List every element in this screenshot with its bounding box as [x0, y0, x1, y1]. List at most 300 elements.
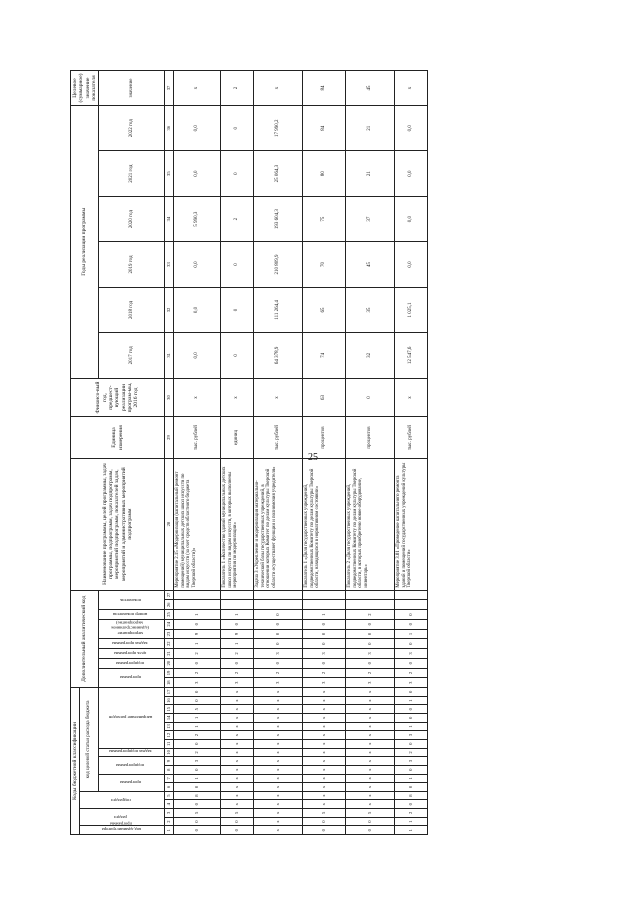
code-digit: х: [346, 705, 395, 714]
code-digit: 0: [346, 629, 395, 639]
rotated-page: [70, 70, 565, 835]
code-digit: х: [254, 817, 303, 826]
code-digit: х: [221, 722, 254, 731]
row-fin-year: х: [174, 378, 221, 417]
row-year-value: 21: [346, 151, 395, 196]
code-digit: 0: [174, 619, 221, 629]
code-digit: [174, 590, 221, 600]
code-digit: 3: [254, 678, 303, 688]
column-index: 4: [165, 800, 174, 809]
column-index: 31: [165, 333, 174, 378]
code-digit: 3: [395, 678, 428, 688]
code-digit: х: [346, 731, 395, 740]
code-digit: х: [303, 714, 346, 723]
code-digit: 3: [395, 757, 428, 766]
code-digit: х: [254, 696, 303, 705]
code-digit: 0: [174, 696, 221, 705]
code-digit: 5: [303, 809, 346, 818]
years-column-header: Годы реализации программы: [71, 105, 99, 378]
analytic-code-header: Дополнительный аналитический код: [71, 590, 99, 687]
column-index: 16: [165, 696, 174, 705]
an-activity-header: мероприятие (административное мероприятие): [99, 619, 165, 638]
code-digit: х: [303, 688, 346, 697]
code-digit: 0: [221, 817, 254, 826]
row-year-value: 80: [303, 151, 346, 196]
row-target: 84: [303, 71, 346, 106]
code-digit: 0: [174, 817, 221, 826]
column-index: 35: [165, 151, 174, 196]
code-digit: 0: [395, 705, 428, 714]
code-digit: 1: [395, 696, 428, 705]
code-digit: 0: [395, 639, 428, 649]
column-index: 33: [165, 242, 174, 287]
code-digit: х: [303, 696, 346, 705]
row-name: Задача 3 «Укрепление и модернизация материально-технической базы государственных учреждений, в отношении которых Комитет по делам культуры Тверской области осуществляет функции и полномочия учредителя»: [254, 458, 303, 590]
code-digit: 3: [221, 678, 254, 688]
code-digit: 3: [346, 678, 395, 688]
year-2022-header: 2022 год: [99, 105, 165, 150]
code-digit: 1: [395, 629, 428, 639]
row-name: Показатель 1 «Доля государственных учреждений, подведомственных Комитету по делам культуры Тверской области, находящихся в нормативном состоянии»: [303, 458, 346, 590]
code-digit: [346, 590, 395, 600]
column-index: 26: [165, 600, 174, 610]
row-year-value: 5 990,3: [174, 196, 221, 241]
code-digit: 8: [395, 791, 428, 800]
column-index: 37: [165, 71, 174, 106]
code-digit: 3: [346, 649, 395, 659]
an-program-header: программа: [99, 668, 165, 687]
year-2018-header: 2018 год: [99, 287, 165, 332]
code-digit: 0: [254, 610, 303, 620]
row-year-value: 21: [346, 105, 395, 150]
code-digit: х: [346, 783, 395, 792]
code-digit: х: [346, 696, 395, 705]
code-digit: 0: [254, 658, 303, 668]
code-digit: 0: [395, 714, 428, 723]
code-digit: 0: [174, 739, 221, 748]
row-target: 45: [346, 71, 395, 106]
code-digit: х: [346, 800, 395, 809]
row-year-value: 37: [346, 196, 395, 241]
code-digit: х: [303, 722, 346, 731]
code-digit: х: [346, 757, 395, 766]
column-index: 8: [165, 765, 174, 774]
code-digit: 1: [174, 714, 221, 723]
code-digit: х: [303, 783, 346, 792]
podrazdel-header: подраздел: [80, 791, 165, 808]
row-year-value: 84: [303, 105, 346, 150]
code-digit: х: [303, 748, 346, 757]
razdel-header: раздел: [80, 809, 165, 826]
column-index: 36: [165, 105, 174, 150]
code-digit: [395, 590, 428, 600]
code-digit: х: [346, 774, 395, 783]
an-number-header: номер показателя: [99, 610, 165, 620]
code-digit: х: [221, 783, 254, 792]
code-digit: [174, 600, 221, 610]
code-digit: х: [254, 748, 303, 757]
code-digit: [221, 590, 254, 600]
row-fin-year: х: [395, 378, 428, 417]
row-year-value: 17 990,2: [254, 105, 303, 150]
row-year-value: 111 264,4: [254, 287, 303, 332]
row-year-value: 0,0: [174, 287, 221, 332]
code-digit: х: [303, 757, 346, 766]
code-digit: 1: [395, 774, 428, 783]
code-digit: [254, 590, 303, 600]
table-body: [174, 71, 428, 835]
row-year-value: 12 547,6: [395, 333, 428, 378]
code-digit: х: [254, 826, 303, 835]
row-year-value: 0: [221, 333, 254, 378]
code-digit: 0: [395, 739, 428, 748]
code-digit: х: [254, 722, 303, 731]
code-digit: 0: [174, 765, 221, 774]
row-target: х: [254, 71, 303, 106]
code-digit: 2: [221, 668, 254, 678]
code-digit: х: [254, 765, 303, 774]
code-digit: 5: [221, 809, 254, 818]
year-2017-header: 2017 год: [99, 333, 165, 378]
column-index: 1: [165, 826, 174, 835]
code-digit: 3: [395, 731, 428, 740]
an-goal-header: цель программы: [99, 649, 165, 659]
code-digit: 0: [303, 658, 346, 668]
column-index: 15: [165, 705, 174, 714]
column-index: 19: [165, 668, 174, 678]
code-digit: х: [221, 705, 254, 714]
row-unit: единиц: [221, 417, 254, 458]
code-digit: 2: [395, 668, 428, 678]
row-target: 2: [221, 71, 254, 106]
column-index: 23: [165, 629, 174, 639]
code-digit: [254, 600, 303, 610]
year-2019-header: 2019 год: [99, 242, 165, 287]
code-digit: х: [221, 739, 254, 748]
admin-code-header: код администратора программы: [80, 826, 165, 835]
code-digit: х: [221, 791, 254, 800]
row-unit: процентов: [346, 417, 395, 458]
row-year-value: 0: [221, 242, 254, 287]
code-digit: 0: [174, 688, 221, 697]
column-index: 28: [165, 458, 174, 590]
code-digit: 9: [174, 629, 221, 639]
row-unit: тыс. рублей: [254, 417, 303, 458]
code-digit: [346, 600, 395, 610]
column-index: 18: [165, 678, 174, 688]
code-digit: 2: [174, 668, 221, 678]
row-year-value: 0,0: [395, 151, 428, 196]
code-digit: х: [346, 739, 395, 748]
code-digit: 1: [174, 639, 221, 649]
code-digit: 0: [303, 639, 346, 649]
code-digit: 0: [395, 783, 428, 792]
row-year-value: 32: [346, 333, 395, 378]
row-year-value: 2: [221, 196, 254, 241]
code-digit: х: [254, 783, 303, 792]
unit-column-header: Единица измерения: [71, 417, 165, 458]
code-digit: 2: [395, 809, 428, 818]
code-digit: 5: [346, 809, 395, 818]
code-digit: х: [254, 705, 303, 714]
code-digit: 3: [174, 757, 221, 766]
column-index: 30: [165, 378, 174, 417]
program-code-header: программа: [99, 774, 165, 791]
code-digit: 1: [395, 722, 428, 731]
row-fin-year: 0: [346, 378, 395, 417]
code-digit: х: [221, 774, 254, 783]
an-subprogram-header: подпрограмма: [99, 658, 165, 668]
code-digit: 2: [395, 748, 428, 757]
an-indicator-header: показатель: [99, 590, 165, 610]
column-index: 27: [165, 590, 174, 600]
table-row: [254, 71, 303, 835]
code-digit: 2: [254, 668, 303, 678]
code-digit: 3: [303, 678, 346, 688]
row-name: Мероприятие 3.01 «Проведение капитального ремонта зданий и помещений государственных учреждений культуры Тверской области»: [395, 458, 428, 590]
code-digit: 0: [221, 826, 254, 835]
row-year-value: 70: [303, 242, 346, 287]
code-digit: 0: [395, 765, 428, 774]
fin-year-column-header: Финансо-вый год, предшест-вующий реализации програм-мы, 2016 год: [71, 378, 165, 417]
code-digit: 0: [395, 800, 428, 809]
row-year-value: 35: [346, 287, 395, 332]
code-digit: х: [221, 696, 254, 705]
code-digit: 1: [221, 639, 254, 649]
code-digit: 0: [174, 783, 221, 792]
expense-code-header: код целевой статьи расхода бюджета: [80, 688, 99, 792]
code-digit: [303, 600, 346, 610]
code-digit: 0: [346, 658, 395, 668]
row-year-value: 1 025,1: [395, 287, 428, 332]
code-digit: х: [346, 748, 395, 757]
code-digit: 1: [174, 774, 221, 783]
index-row: [165, 71, 174, 835]
code-digit: 0: [221, 619, 254, 629]
code-digit: 0: [174, 658, 221, 668]
code-digit: 1: [395, 826, 428, 835]
column-index: 3: [165, 809, 174, 818]
code-digit: 0: [346, 639, 395, 649]
column-index: 32: [165, 287, 174, 332]
row-fin-year: х: [221, 378, 254, 417]
column-index: 10: [165, 748, 174, 757]
code-digit: х: [346, 722, 395, 731]
code-digit: 0: [395, 610, 428, 620]
column-index-row: [165, 71, 174, 835]
code-digit: х: [221, 714, 254, 723]
column-index: 7: [165, 774, 174, 783]
code-digit: х: [254, 800, 303, 809]
an-task-header: задача программы: [99, 639, 165, 649]
row-unit: процентов: [303, 417, 346, 458]
code-digit: 2: [221, 649, 254, 659]
row-year-value: 0: [221, 105, 254, 150]
row-year-value: 74: [303, 333, 346, 378]
row-year-value: 0,0: [395, 242, 428, 287]
column-index: 24: [165, 619, 174, 629]
code-digit: 0: [346, 826, 395, 835]
code-digit: х: [303, 800, 346, 809]
code-digit: [303, 590, 346, 600]
code-digit: х: [303, 774, 346, 783]
year-2021-header: 2021 год: [99, 151, 165, 196]
code-digit: 0: [346, 817, 395, 826]
code-digit: х: [254, 739, 303, 748]
row-year-value: 210 809,9: [254, 242, 303, 287]
column-index: 6: [165, 783, 174, 792]
code-digit: 0: [174, 826, 221, 835]
column-index: 29: [165, 417, 174, 458]
code-digit: х: [254, 809, 303, 818]
column-index: 14: [165, 714, 174, 723]
code-digit: 1: [221, 610, 254, 620]
code-digit: 2: [174, 649, 221, 659]
column-index: 12: [165, 731, 174, 740]
column-index: 21: [165, 649, 174, 659]
column-index: 22: [165, 639, 174, 649]
code-digit: х: [221, 688, 254, 697]
column-index: 2: [165, 817, 174, 826]
code-digit: 5: [174, 705, 221, 714]
header-row-1: [71, 71, 80, 835]
column-index: 20: [165, 658, 174, 668]
code-digit: х: [346, 714, 395, 723]
code-digit: 3: [174, 678, 221, 688]
code-digit: 0: [303, 826, 346, 835]
code-digit: х: [221, 731, 254, 740]
row-year-value: 0,0: [395, 196, 428, 241]
activity-direction-header: направление расходов: [99, 688, 165, 749]
row-year-value: 0,0: [174, 333, 221, 378]
code-digit: [221, 600, 254, 610]
code-digit: х: [254, 731, 303, 740]
code-digit: 5: [174, 809, 221, 818]
code-digit: 1: [174, 610, 221, 620]
code-digit: х: [221, 748, 254, 757]
row-year-value: 64 378,9: [254, 333, 303, 378]
year-2020-header: 2020 год: [99, 196, 165, 241]
column-index: 17: [165, 688, 174, 697]
table-row: [395, 71, 428, 835]
name-column-header: Наименование программы, целей программы, задач программы, подпрограмм, задач подпрограмм, мероприятий подпрограмм, показателей задач, мероприятий и административных мероприятий подпрограмм: [71, 458, 165, 590]
code-digit: 0: [303, 629, 346, 639]
code-digit: х: [303, 705, 346, 714]
code-digit: 0: [254, 629, 303, 639]
code-digit: х: [254, 774, 303, 783]
code-digit: х: [254, 688, 303, 697]
code-digit: 0: [346, 619, 395, 629]
table-row: [303, 71, 346, 835]
row-fin-year: х: [254, 378, 303, 417]
code-digit: 1: [395, 817, 428, 826]
table-row: [221, 71, 254, 835]
row-year-value: 0,0: [174, 242, 221, 287]
table-row: [174, 71, 221, 835]
row-year-value: 0: [221, 151, 254, 196]
row-year-value: 0,0: [174, 105, 221, 150]
code-digit: 1: [174, 722, 221, 731]
code-digit: х: [346, 791, 395, 800]
code-digit: х: [221, 757, 254, 766]
program-table: [70, 70, 428, 835]
row-target: х: [174, 71, 221, 106]
target-column-header: Целевое (суммарное) значение показателя: [71, 71, 99, 106]
row-unit: тыс. рублей: [395, 417, 428, 458]
subprogram-code-header: подпрограмма: [99, 757, 165, 774]
code-digit: 3: [254, 649, 303, 659]
code-digit: 2: [174, 748, 221, 757]
code-digit: 2: [346, 610, 395, 620]
code-digit: 0: [174, 800, 221, 809]
code-digit: 2: [346, 668, 395, 678]
column-index: 25: [165, 610, 174, 620]
code-digit: 9: [221, 629, 254, 639]
column-index: 11: [165, 739, 174, 748]
row-year-value: 193 604,3: [254, 196, 303, 241]
row-fin-year: 63: [303, 378, 346, 417]
code-digit: х: [221, 800, 254, 809]
code-digit: 0: [395, 658, 428, 668]
code-digit: 0: [254, 619, 303, 629]
row-year-value: 0,0: [174, 151, 221, 196]
code-digit: х: [303, 739, 346, 748]
column-index: 9: [165, 757, 174, 766]
code-digit: [395, 600, 428, 610]
code-digit: 0: [303, 619, 346, 629]
code-digit: х: [346, 765, 395, 774]
table-row: [346, 71, 395, 835]
code-digit: х: [346, 688, 395, 697]
task-code-header: задача подпрограммы: [99, 748, 165, 757]
code-digit: х: [303, 731, 346, 740]
code-digit: х: [254, 757, 303, 766]
code-digit: 0: [221, 658, 254, 668]
code-digit: 2: [174, 731, 221, 740]
row-year-value: 65: [303, 287, 346, 332]
code-digit: 0: [395, 688, 428, 697]
code-digit: х: [303, 791, 346, 800]
code-digit: 0: [395, 619, 428, 629]
row-year-value: 0,0: [395, 105, 428, 150]
row-name: Мероприятие 2.15 «Модернизация (капитальный ремонт помещений) муниципальных детских школ искусств по видам искусств (за счет средств областного бюджета Тверской области)»: [174, 458, 221, 590]
row-year-value: 25 064,3: [254, 151, 303, 196]
row-unit: тыс. рублей: [174, 417, 221, 458]
row-year-value: 75: [303, 196, 346, 241]
column-index: 5: [165, 791, 174, 800]
code-digit: 1: [303, 610, 346, 620]
code-digit: 2: [303, 668, 346, 678]
code-digit: х: [221, 765, 254, 774]
column-index: 13: [165, 722, 174, 731]
row-name: Показатель 1 «Количество зданий муниципальных детских школ искусств по видам искусств, в которых выполнены мероприятия по модернизации»: [221, 458, 254, 590]
code-digit: х: [254, 791, 303, 800]
code-digit: 8: [174, 791, 221, 800]
code-digit: х: [254, 714, 303, 723]
value-header: значение: [99, 71, 165, 106]
row-year-value: 45: [346, 242, 395, 287]
row-year-value: 0: [221, 287, 254, 332]
row-name: Показатель 2 «Доля государственных учреждений, подведомственных Комитету по делам культуры Тверской области, в которых приобретено новое оборудование, инвентарь»: [346, 458, 395, 590]
code-digit: х: [303, 765, 346, 774]
page-number: 25: [308, 452, 318, 463]
column-index: 34: [165, 196, 174, 241]
code-digit: 3: [303, 649, 346, 659]
row-target: х: [395, 71, 428, 106]
code-digit: 0: [303, 817, 346, 826]
code-digit: 0: [254, 639, 303, 649]
budget-codes-header: Коды бюджетной классификации: [71, 688, 80, 835]
